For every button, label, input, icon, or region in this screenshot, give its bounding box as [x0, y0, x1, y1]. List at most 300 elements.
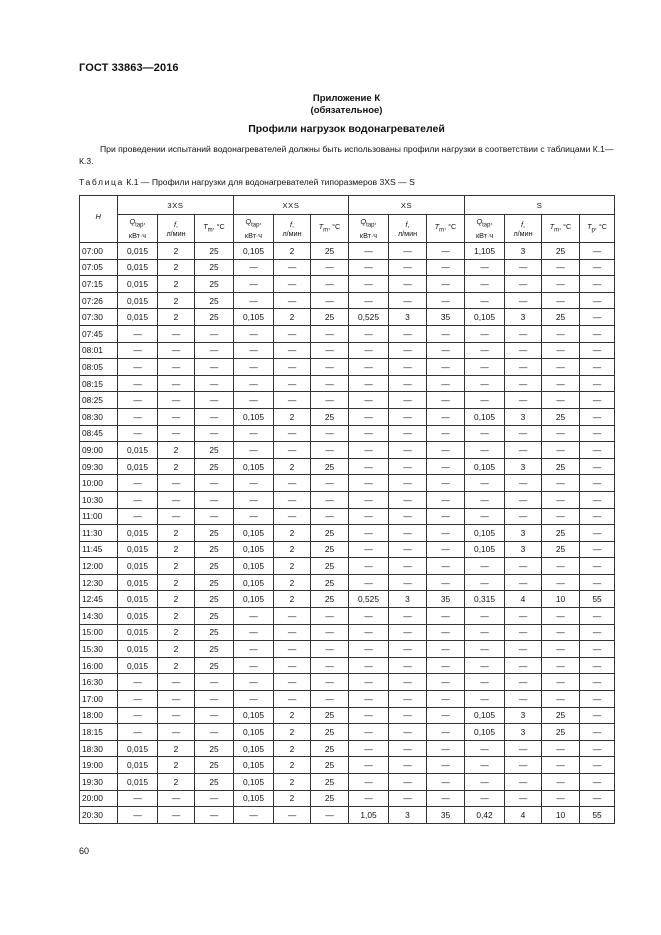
- time-cell: 18:30: [80, 740, 118, 757]
- value-cell: —: [311, 325, 349, 342]
- value-cell: —: [389, 724, 427, 741]
- value-cell: 2: [158, 558, 195, 575]
- time-cell: 07:30: [80, 309, 118, 326]
- time-cell: 08:45: [80, 425, 118, 442]
- value-cell: 0,015: [118, 774, 158, 791]
- value-cell: 2: [158, 608, 195, 625]
- table-row: [80, 591, 615, 608]
- value-cell: 0,315: [465, 591, 505, 608]
- column-header: f, л/мин: [389, 215, 427, 243]
- value-cell: —: [311, 641, 349, 658]
- value-cell: —: [349, 525, 389, 542]
- table-row: [80, 807, 615, 824]
- value-cell: 25: [195, 442, 234, 459]
- value-cell: —: [311, 508, 349, 525]
- value-cell: —: [542, 674, 580, 691]
- value-cell: —: [505, 292, 542, 309]
- value-cell: —: [274, 807, 311, 824]
- value-cell: —: [311, 691, 349, 708]
- value-cell: —: [311, 292, 349, 309]
- table-caption-prefix: Таблица: [79, 177, 124, 187]
- value-cell: —: [580, 691, 615, 708]
- group-header-xxs: XXS: [234, 196, 349, 215]
- value-cell: —: [195, 491, 234, 508]
- value-cell: —: [349, 408, 389, 425]
- value-cell: —: [158, 392, 195, 409]
- value-cell: 25: [311, 724, 349, 741]
- value-cell: —: [349, 325, 389, 342]
- value-cell: —: [580, 292, 615, 309]
- value-cell: 0,105: [234, 591, 274, 608]
- value-cell: —: [389, 790, 427, 807]
- time-cell: 20:30: [80, 807, 118, 824]
- value-cell: —: [465, 657, 505, 674]
- value-cell: —: [505, 475, 542, 492]
- value-cell: 3: [505, 724, 542, 741]
- value-cell: —: [389, 458, 427, 475]
- value-cell: —: [118, 425, 158, 442]
- value-cell: —: [465, 641, 505, 658]
- value-cell: 0,42: [465, 807, 505, 824]
- value-cell: 2: [274, 309, 311, 326]
- section-title-text: Профили нагрузок водонагревателей: [248, 123, 445, 135]
- value-cell: —: [234, 624, 274, 641]
- value-cell: —: [389, 541, 427, 558]
- value-cell: 25: [195, 309, 234, 326]
- time-cell: 12:30: [80, 574, 118, 591]
- value-cell: —: [542, 641, 580, 658]
- group-header-xs: XS: [349, 196, 465, 215]
- value-cell: —: [427, 442, 465, 459]
- value-cell: 25: [195, 558, 234, 575]
- value-cell: —: [118, 724, 158, 741]
- table-row: [80, 292, 615, 309]
- value-cell: 0,015: [118, 641, 158, 658]
- value-cell: —: [349, 608, 389, 625]
- value-cell: —: [465, 491, 505, 508]
- value-cell: —: [349, 342, 389, 359]
- value-cell: —: [118, 475, 158, 492]
- value-cell: —: [195, 392, 234, 409]
- h-column-header: H: [80, 196, 118, 243]
- value-cell: 4: [505, 807, 542, 824]
- value-cell: —: [234, 691, 274, 708]
- value-cell: 3: [505, 243, 542, 260]
- column-header: $T_p$, °С: [580, 215, 615, 243]
- value-cell: —: [427, 425, 465, 442]
- value-cell: 25: [542, 707, 580, 724]
- time-cell: 07:00: [80, 243, 118, 260]
- table-row: [80, 442, 615, 459]
- value-cell: 25: [311, 790, 349, 807]
- value-cell: 2: [158, 740, 195, 757]
- value-cell: —: [195, 707, 234, 724]
- value-cell: 55: [580, 591, 615, 608]
- value-cell: —: [274, 292, 311, 309]
- value-cell: —: [349, 359, 389, 376]
- value-cell: 25: [195, 740, 234, 757]
- value-cell: —: [505, 491, 542, 508]
- table-row: [80, 691, 615, 708]
- value-cell: —: [349, 541, 389, 558]
- value-cell: —: [465, 375, 505, 392]
- value-cell: —: [465, 691, 505, 708]
- value-cell: —: [427, 740, 465, 757]
- value-cell: 0,105: [465, 541, 505, 558]
- column-header: f, л/мин: [274, 215, 311, 243]
- value-cell: —: [542, 325, 580, 342]
- value-cell: —: [580, 608, 615, 625]
- value-cell: —: [234, 325, 274, 342]
- value-cell: —: [542, 624, 580, 641]
- value-cell: —: [195, 475, 234, 492]
- value-cell: —: [349, 276, 389, 293]
- value-cell: 0,105: [465, 724, 505, 741]
- value-cell: —: [118, 392, 158, 409]
- value-cell: —: [389, 408, 427, 425]
- value-cell: 0,015: [118, 458, 158, 475]
- value-cell: 2: [274, 243, 311, 260]
- value-cell: 3: [505, 408, 542, 425]
- value-cell: 25: [195, 458, 234, 475]
- value-cell: 0,105: [234, 757, 274, 774]
- table-row: [80, 392, 615, 409]
- value-cell: —: [427, 475, 465, 492]
- value-cell: —: [427, 707, 465, 724]
- value-cell: 0,015: [118, 309, 158, 326]
- value-cell: —: [427, 574, 465, 591]
- value-cell: —: [158, 375, 195, 392]
- value-cell: —: [118, 508, 158, 525]
- value-cell: 25: [311, 740, 349, 757]
- time-cell: 16:00: [80, 657, 118, 674]
- value-cell: 0,015: [118, 541, 158, 558]
- value-cell: —: [274, 259, 311, 276]
- value-cell: —: [505, 691, 542, 708]
- time-cell: 18:15: [80, 724, 118, 741]
- value-cell: —: [505, 574, 542, 591]
- value-cell: —: [118, 375, 158, 392]
- value-cell: 10: [542, 591, 580, 608]
- value-cell: —: [465, 425, 505, 442]
- value-cell: 0,015: [118, 442, 158, 459]
- value-cell: —: [427, 608, 465, 625]
- value-cell: 2: [158, 591, 195, 608]
- value-cell: 35: [427, 309, 465, 326]
- value-cell: —: [542, 508, 580, 525]
- value-cell: 0,525: [349, 591, 389, 608]
- value-cell: —: [505, 558, 542, 575]
- value-cell: 2: [158, 292, 195, 309]
- value-cell: 2: [274, 574, 311, 591]
- value-cell: 3: [505, 458, 542, 475]
- value-cell: —: [274, 392, 311, 409]
- table-body: [80, 243, 615, 824]
- time-cell: 11:30: [80, 525, 118, 542]
- time-cell: 15:00: [80, 624, 118, 641]
- value-cell: —: [234, 442, 274, 459]
- value-cell: —: [158, 359, 195, 376]
- value-cell: —: [542, 757, 580, 774]
- value-cell: —: [542, 276, 580, 293]
- value-cell: —: [465, 475, 505, 492]
- intro-paragraph: При проведении испытаний водонагревателей должны быть использованы профили нагрузки в соответствии с таблицами К.1—К.3.: [79, 144, 614, 166]
- value-cell: —: [542, 392, 580, 409]
- value-cell: 3: [389, 591, 427, 608]
- value-cell: —: [158, 425, 195, 442]
- value-cell: —: [311, 392, 349, 409]
- value-cell: —: [349, 558, 389, 575]
- value-cell: —: [349, 292, 389, 309]
- table-row: [80, 243, 615, 260]
- value-cell: —: [580, 425, 615, 442]
- value-cell: —: [349, 774, 389, 791]
- group-header-3xs: 3XS: [118, 196, 234, 215]
- value-cell: 25: [542, 408, 580, 425]
- value-cell: —: [118, 325, 158, 342]
- value-cell: —: [389, 392, 427, 409]
- value-cell: —: [542, 657, 580, 674]
- value-cell: —: [118, 691, 158, 708]
- value-cell: —: [158, 707, 195, 724]
- value-cell: —: [580, 774, 615, 791]
- value-cell: —: [465, 276, 505, 293]
- value-cell: —: [580, 458, 615, 475]
- value-cell: —: [465, 359, 505, 376]
- value-cell: 2: [158, 574, 195, 591]
- value-cell: —: [427, 757, 465, 774]
- value-cell: —: [505, 674, 542, 691]
- value-cell: —: [427, 558, 465, 575]
- value-cell: —: [349, 491, 389, 508]
- value-cell: 25: [195, 624, 234, 641]
- column-header: $T_m$, °С: [427, 215, 465, 243]
- value-cell: —: [505, 442, 542, 459]
- value-cell: —: [274, 375, 311, 392]
- value-cell: —: [195, 375, 234, 392]
- value-cell: —: [542, 491, 580, 508]
- column-header: f, л/мин: [505, 215, 542, 243]
- value-cell: —: [427, 325, 465, 342]
- time-cell: 07:26: [80, 292, 118, 309]
- time-cell: 10:30: [80, 491, 118, 508]
- table-row: [80, 674, 615, 691]
- time-cell: 15:30: [80, 641, 118, 658]
- value-cell: —: [234, 657, 274, 674]
- value-cell: 0,015: [118, 608, 158, 625]
- annex-heading: [0, 93, 661, 117]
- value-cell: 0,015: [118, 757, 158, 774]
- value-cell: 25: [311, 458, 349, 475]
- value-cell: —: [427, 276, 465, 293]
- value-cell: —: [349, 458, 389, 475]
- value-cell: —: [465, 392, 505, 409]
- value-cell: 25: [542, 243, 580, 260]
- value-cell: —: [465, 624, 505, 641]
- value-cell: —: [580, 375, 615, 392]
- value-cell: —: [389, 508, 427, 525]
- value-cell: 2: [274, 774, 311, 791]
- value-cell: —: [349, 574, 389, 591]
- value-cell: —: [389, 276, 427, 293]
- value-cell: —: [542, 475, 580, 492]
- value-cell: —: [158, 807, 195, 824]
- value-cell: —: [465, 757, 505, 774]
- value-cell: —: [389, 292, 427, 309]
- value-cell: 25: [195, 574, 234, 591]
- value-cell: 2: [158, 641, 195, 658]
- value-cell: 10: [542, 807, 580, 824]
- value-cell: —: [389, 691, 427, 708]
- value-cell: 0,105: [465, 707, 505, 724]
- value-cell: —: [427, 292, 465, 309]
- time-cell: 14:30: [80, 608, 118, 625]
- value-cell: —: [389, 641, 427, 658]
- time-cell: 08:30: [80, 408, 118, 425]
- table-row: [80, 757, 615, 774]
- value-cell: —: [158, 325, 195, 342]
- value-cell: 25: [311, 309, 349, 326]
- value-cell: 0,015: [118, 740, 158, 757]
- value-cell: 0,105: [465, 525, 505, 542]
- value-cell: 0,105: [234, 525, 274, 542]
- value-cell: —: [505, 624, 542, 641]
- value-cell: —: [580, 641, 615, 658]
- value-cell: —: [311, 491, 349, 508]
- time-cell: 16:30: [80, 674, 118, 691]
- value-cell: 35: [427, 591, 465, 608]
- value-cell: —: [389, 558, 427, 575]
- value-cell: —: [311, 475, 349, 492]
- value-cell: —: [465, 774, 505, 791]
- value-cell: —: [274, 608, 311, 625]
- value-cell: —: [542, 259, 580, 276]
- value-cell: —: [389, 425, 427, 442]
- value-cell: —: [349, 475, 389, 492]
- value-cell: —: [505, 757, 542, 774]
- value-cell: —: [234, 276, 274, 293]
- value-cell: 0,105: [465, 408, 505, 425]
- document-code: ГОСТ 33863—2016: [79, 62, 179, 74]
- value-cell: —: [274, 641, 311, 658]
- time-cell: 18:00: [80, 707, 118, 724]
- value-cell: 25: [195, 657, 234, 674]
- time-cell: 09:30: [80, 458, 118, 475]
- value-cell: 2: [274, 757, 311, 774]
- value-cell: —: [195, 342, 234, 359]
- value-cell: —: [505, 325, 542, 342]
- group-header-s: S: [465, 196, 615, 215]
- value-cell: —: [389, 525, 427, 542]
- value-cell: —: [234, 392, 274, 409]
- value-cell: —: [427, 525, 465, 542]
- value-cell: —: [542, 425, 580, 442]
- value-cell: —: [427, 243, 465, 260]
- value-cell: —: [580, 475, 615, 492]
- value-cell: 25: [542, 525, 580, 542]
- group-header-row: [80, 196, 615, 215]
- value-cell: —: [427, 674, 465, 691]
- value-cell: 25: [542, 541, 580, 558]
- value-cell: —: [234, 807, 274, 824]
- time-cell: 10:00: [80, 475, 118, 492]
- value-cell: —: [274, 342, 311, 359]
- value-cell: —: [580, 392, 615, 409]
- value-cell: —: [349, 259, 389, 276]
- value-cell: —: [580, 408, 615, 425]
- value-cell: —: [580, 657, 615, 674]
- value-cell: —: [349, 243, 389, 260]
- value-cell: —: [234, 491, 274, 508]
- value-cell: 0,015: [118, 259, 158, 276]
- value-cell: —: [158, 408, 195, 425]
- table-row: [80, 458, 615, 475]
- value-cell: 0,015: [118, 292, 158, 309]
- value-cell: 3: [505, 309, 542, 326]
- value-cell: —: [349, 641, 389, 658]
- value-cell: —: [465, 574, 505, 591]
- value-cell: —: [158, 691, 195, 708]
- value-cell: —: [195, 408, 234, 425]
- value-cell: —: [580, 309, 615, 326]
- value-cell: —: [274, 491, 311, 508]
- value-cell: 0,015: [118, 624, 158, 641]
- value-cell: 3: [505, 525, 542, 542]
- value-cell: —: [580, 276, 615, 293]
- value-cell: —: [505, 425, 542, 442]
- value-cell: 25: [195, 292, 234, 309]
- value-cell: —: [580, 740, 615, 757]
- value-cell: —: [158, 674, 195, 691]
- value-cell: —: [542, 558, 580, 575]
- value-cell: 2: [158, 541, 195, 558]
- value-cell: 2: [158, 243, 195, 260]
- table-row: [80, 707, 615, 724]
- value-cell: —: [580, 491, 615, 508]
- value-cell: —: [542, 740, 580, 757]
- time-cell: 11:45: [80, 541, 118, 558]
- value-cell: —: [389, 774, 427, 791]
- value-cell: —: [311, 807, 349, 824]
- value-cell: —: [542, 691, 580, 708]
- value-cell: —: [505, 774, 542, 791]
- value-cell: —: [234, 359, 274, 376]
- value-cell: —: [195, 359, 234, 376]
- value-cell: —: [195, 724, 234, 741]
- value-cell: —: [427, 541, 465, 558]
- value-cell: 25: [195, 276, 234, 293]
- value-cell: —: [505, 259, 542, 276]
- value-cell: 25: [195, 608, 234, 625]
- value-cell: —: [389, 342, 427, 359]
- value-cell: —: [427, 790, 465, 807]
- time-cell: 11:00: [80, 508, 118, 525]
- time-cell: 08:25: [80, 392, 118, 409]
- value-cell: —: [349, 392, 389, 409]
- value-cell: —: [118, 342, 158, 359]
- value-cell: —: [349, 740, 389, 757]
- value-cell: —: [349, 624, 389, 641]
- value-cell: —: [158, 491, 195, 508]
- value-cell: —: [505, 392, 542, 409]
- value-cell: —: [505, 608, 542, 625]
- time-cell: 08:01: [80, 342, 118, 359]
- time-cell: 07:45: [80, 325, 118, 342]
- value-cell: —: [505, 276, 542, 293]
- column-header: $Q_{tap}$, кВт·ч: [234, 215, 274, 243]
- value-cell: —: [234, 475, 274, 492]
- value-cell: —: [311, 425, 349, 442]
